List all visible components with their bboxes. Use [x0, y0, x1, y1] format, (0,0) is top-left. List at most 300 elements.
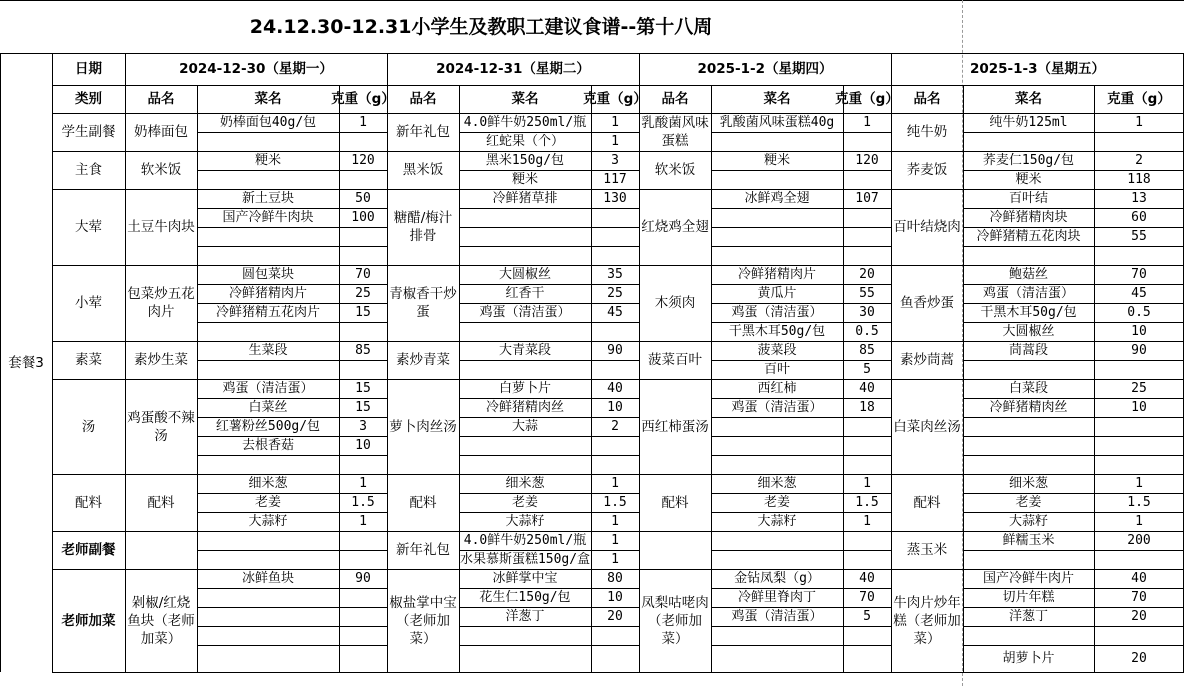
dish-name: 糖醋/梅汁排骨 — [393, 210, 453, 244]
ingredient-cell: 老姜 — [763, 494, 790, 510]
dish-name: 荞麦饭 — [906, 162, 948, 178]
grid-line — [963, 132, 1184, 133]
ingredient-cell — [713, 417, 841, 436]
grid-line — [52, 672, 1184, 673]
dish-name: 配料 — [913, 494, 941, 511]
grid-line — [197, 512, 387, 513]
grid-line — [963, 246, 1184, 247]
weight-cell: 1 — [611, 532, 619, 548]
weight-cell — [591, 436, 639, 455]
grid-line — [459, 360, 639, 361]
ingredient-cell: 西红柿 — [757, 380, 797, 396]
ingredient-cell — [199, 531, 337, 550]
ingredient-cell — [199, 645, 337, 672]
dish-name: 鱼香炒蛋 — [900, 295, 954, 311]
weight-cell: 1 — [611, 133, 619, 149]
weight-cell — [843, 208, 891, 227]
weight-cell — [339, 246, 387, 265]
ingredient-cell: 洋葱丁 — [505, 608, 545, 624]
grid-line — [197, 550, 387, 551]
grid-line — [125, 53, 126, 672]
ingredient-cell — [199, 626, 337, 645]
ingredient-cell — [713, 170, 841, 189]
ingredient-cell — [199, 227, 337, 246]
ingredient-cell — [713, 246, 841, 265]
ingredient-column-header: 菜名 — [1015, 91, 1042, 107]
weight-cell: 1 — [359, 513, 367, 529]
ingredient-cell: 百叶 — [763, 361, 790, 377]
dish-column-header: 品名 — [409, 91, 437, 107]
dish-name: 新年礼包 — [396, 124, 450, 140]
grid-line — [197, 227, 387, 228]
ingredient-cell: 切片年糕 — [1002, 589, 1055, 605]
grid-line — [387, 53, 388, 672]
weight-cell — [339, 360, 387, 379]
grid-line — [711, 455, 891, 456]
grid-line — [197, 455, 387, 456]
weight-cell: 70 — [355, 266, 371, 282]
ingredient-cell: 干黑木耳50g/包 — [728, 323, 826, 339]
dish-name: 鸡蛋酸不辣汤 — [127, 409, 195, 444]
weight-cell — [339, 588, 387, 607]
weight-cell — [339, 626, 387, 645]
dish-name: 配料 — [409, 494, 437, 511]
ingredient-cell — [713, 436, 841, 455]
weight-cell — [1094, 626, 1184, 645]
weight-cell — [843, 455, 891, 474]
ingredient-column-header: 菜名 — [511, 91, 539, 107]
grid-line — [711, 170, 891, 171]
category-label: 学生副餐 — [61, 124, 116, 140]
weight-cell — [1094, 417, 1184, 436]
ingredient-cell: 冷鲜猪精肉片 — [737, 266, 816, 282]
grid-line — [197, 493, 387, 494]
weight-column-header: 克重（g） — [835, 91, 899, 107]
weight-cell: 25 — [1131, 380, 1147, 396]
grid-line — [963, 588, 1184, 589]
grid-line — [711, 436, 891, 437]
weight-cell — [843, 417, 891, 436]
weight-column-header: 克重（g） — [1107, 91, 1171, 107]
weight-cell: 85 — [355, 342, 371, 358]
grid-line — [197, 417, 387, 418]
grid-line — [963, 493, 1184, 494]
grid-line — [197, 626, 387, 627]
ingredient-cell — [713, 208, 841, 227]
dish-name: 红烧鸡全翅 — [641, 219, 709, 235]
ingredient-cell: 鲍菇丝 — [1008, 266, 1048, 282]
ingredient-cell: 白菜丝 — [248, 399, 288, 415]
ingredient-cell: 粳米 — [763, 152, 790, 168]
weight-cell — [339, 322, 387, 341]
grid-line — [591, 85, 592, 672]
weight-cell: 70 — [1131, 589, 1147, 605]
ingredient-cell — [461, 436, 589, 455]
grid-line — [459, 322, 639, 323]
ingredient-cell: 鸡蛋（清洁蛋） — [479, 304, 571, 320]
grid-line — [711, 398, 891, 399]
grid-line — [711, 626, 891, 627]
grid-line — [459, 85, 460, 672]
grid-line — [197, 607, 387, 608]
ingredient-cell: 粳米 — [254, 152, 281, 168]
weight-cell: 3 — [611, 152, 619, 168]
day-date-header: 2024-12-30（星期一） — [179, 61, 333, 77]
weight-cell: 55 — [1131, 228, 1147, 244]
ingredient-cell: 老姜 — [254, 494, 281, 510]
ingredient-cell: 细米葱 — [505, 475, 545, 491]
weight-cell — [591, 360, 639, 379]
grid-line — [459, 170, 639, 171]
grid-line — [963, 303, 1184, 304]
weight-cell — [843, 246, 891, 265]
grid-line — [197, 85, 198, 672]
grid-line — [711, 588, 891, 589]
grid-line — [459, 607, 639, 608]
day-date-header: 2024-12-31（星期二） — [436, 61, 590, 77]
ingredient-cell: 冷鲜猪精肉片 — [228, 285, 307, 301]
grid-line — [459, 588, 639, 589]
grid-line — [963, 607, 1184, 608]
grid-line — [711, 550, 891, 551]
grid-line — [711, 208, 891, 209]
ingredient-cell: 鲜糯玉米 — [1002, 532, 1055, 548]
grid-line — [459, 493, 639, 494]
weight-cell: 1 — [1135, 475, 1143, 491]
weight-cell: 0.5 — [1127, 304, 1151, 320]
ingredient-cell — [461, 360, 589, 379]
weight-cell: 20 — [859, 266, 875, 282]
ingredient-cell: 黑米150g/包 — [485, 152, 565, 168]
dish-name: 素炒生菜 — [134, 352, 188, 368]
weight-cell — [1094, 436, 1184, 455]
dish-name: 素炒茼蒿 — [900, 352, 954, 368]
ingredient-cell: 粳米 — [511, 171, 538, 187]
weight-cell — [591, 246, 639, 265]
weight-cell: 80 — [607, 570, 623, 586]
grid-line — [197, 398, 387, 399]
grid-line — [963, 208, 1184, 209]
dish-name: 萝卜肉丝汤 — [389, 418, 457, 435]
dish-name: 乳酸菌风味蛋糕 — [641, 115, 709, 149]
weight-cell: 25 — [355, 285, 371, 301]
ingredient-cell: 鸡蛋（清洁蛋） — [982, 285, 1074, 301]
grid-line — [711, 645, 891, 646]
ingredient-cell: 冷鲜里脊肉丁 — [737, 589, 816, 605]
grid-line — [52, 85, 1184, 86]
ingredient-cell: 冷鲜猪草排 — [492, 190, 558, 206]
grid-line — [639, 53, 640, 672]
grid-line — [52, 53, 53, 672]
weight-cell: 70 — [859, 589, 875, 605]
grid-line — [711, 246, 891, 247]
ingredient-cell — [461, 208, 589, 227]
set-label: 套餐3 — [8, 354, 44, 371]
ingredient-cell — [461, 455, 589, 474]
page-title: 24.12.30-12.31小学生及教职工建议食谱--第十八周 — [249, 15, 713, 38]
ingredient-cell — [199, 588, 337, 607]
weight-cell: 120 — [855, 152, 879, 168]
grid-line — [459, 645, 639, 646]
weight-cell: 70 — [1131, 266, 1147, 282]
ingredient-cell: 洋葱丁 — [1008, 608, 1048, 624]
weight-cell: 10 — [1131, 399, 1147, 415]
weight-cell — [591, 645, 639, 672]
grid-line — [197, 132, 387, 133]
weight-cell: 1 — [863, 513, 871, 529]
ingredient-cell: 国产冷鲜牛肉片 — [982, 570, 1074, 586]
weight-cell: 107 — [855, 190, 879, 206]
weight-cell: 117 — [603, 171, 627, 187]
weight-cell — [339, 455, 387, 474]
ingredient-cell — [461, 626, 589, 645]
ingredient-cell: 新土豆块 — [241, 190, 294, 206]
weight-cell — [1094, 246, 1184, 265]
weight-cell — [1094, 550, 1184, 569]
weight-cell: 30 — [859, 304, 875, 320]
weight-cell: 85 — [859, 342, 875, 358]
grid-line — [0, 0, 1184, 1]
weight-cell: 1 — [611, 475, 619, 491]
weight-cell: 130 — [603, 190, 627, 206]
weight-cell: 1 — [359, 114, 367, 130]
ingredient-cell — [965, 626, 1092, 645]
ingredient-cell — [965, 360, 1092, 379]
ingredient-cell: 鸡蛋（清洁蛋） — [222, 380, 314, 396]
day-date-header: 2025-1-2（星期四） — [697, 61, 833, 77]
weight-cell — [843, 132, 891, 151]
weight-cell — [339, 645, 387, 672]
dish-name: 百叶结烧肉 — [893, 219, 961, 235]
weight-cell: 1 — [863, 475, 871, 491]
weight-cell: 2 — [611, 418, 619, 434]
ingredient-cell: 红蛇果（个） — [485, 133, 564, 149]
grid-line — [197, 246, 387, 247]
ingredient-cell: 粳米 — [1015, 171, 1042, 187]
grid-line — [459, 227, 639, 228]
dish-name: 椒盐掌中宝（老师加菜） — [389, 594, 457, 647]
grid-line — [711, 227, 891, 228]
grid-line — [711, 322, 891, 323]
grid-line — [197, 360, 387, 361]
ingredient-cell: 细米葱 — [248, 475, 288, 491]
weight-cell — [843, 170, 891, 189]
ingredient-cell: 红薯粉丝500g/包 — [215, 418, 321, 434]
weight-column-header: 克重（g） — [331, 91, 395, 107]
ingredient-cell: 4.0鲜牛奶250ml/瓶 — [463, 114, 587, 130]
ingredient-cell: 老姜 — [1015, 494, 1042, 510]
category-label: 老师副餐 — [61, 542, 116, 558]
ingredient-cell — [199, 246, 337, 265]
grid-line — [459, 455, 639, 456]
ingredient-cell: 干黑木耳50g/包 — [980, 304, 1077, 320]
weight-cell: 15 — [355, 304, 371, 320]
dish-name: 蒸玉米 — [906, 542, 948, 558]
ingredient-cell: 冰鲜鸡全翅 — [744, 190, 810, 206]
ingredient-cell: 大圆椒丝 — [498, 266, 551, 282]
weight-cell — [591, 208, 639, 227]
weight-cell: 40 — [859, 570, 875, 586]
ingredient-cell — [199, 132, 337, 151]
grid-line — [459, 303, 639, 304]
ingredient-cell: 红香干 — [505, 285, 545, 301]
ingredient-cell — [199, 550, 337, 569]
ingredient-cell: 细米葱 — [757, 475, 797, 491]
ingredient-cell: 大青菜段 — [498, 342, 551, 358]
weight-cell — [339, 132, 387, 151]
weight-cell: 1 — [611, 114, 619, 130]
dish-name: 西红柿蛋汤 — [641, 418, 709, 435]
ingredient-cell: 去根香菇 — [241, 437, 294, 453]
dish-name: 软米饭 — [654, 162, 696, 178]
ingredient-cell: 大圆椒丝 — [1002, 323, 1055, 339]
weight-cell: 40 — [1131, 570, 1147, 586]
ingredient-column-header: 菜名 — [254, 91, 282, 107]
weight-cell: 50 — [355, 190, 371, 206]
grid-line — [963, 322, 1184, 323]
ingredient-cell: 冷鲜猪精五花肉片 — [215, 304, 320, 320]
weight-cell: 90 — [1131, 342, 1147, 358]
weight-cell — [843, 645, 891, 672]
grid-line — [0, 53, 1, 672]
ingredient-cell — [461, 645, 589, 672]
ingredient-cell — [199, 455, 337, 474]
ingredient-cell — [713, 227, 841, 246]
ingredient-cell: 黄瓜片 — [757, 285, 797, 301]
weight-cell: 45 — [1131, 285, 1147, 301]
dish-column-header: 品名 — [913, 91, 941, 107]
grid-line — [711, 360, 891, 361]
ingredient-cell: 荞麦仁150g/包 — [982, 152, 1075, 168]
weight-column-header: 克重（g） — [583, 91, 647, 107]
ingredient-cell — [965, 550, 1092, 569]
date-label: 日期 — [75, 61, 102, 77]
ingredient-cell — [199, 360, 337, 379]
grid-line — [711, 417, 891, 418]
dish-name: 凤梨咕咾肉（老师加菜） — [641, 594, 709, 647]
weight-cell — [1094, 132, 1184, 151]
ingredient-cell: 鸡蛋（清洁蛋） — [731, 304, 823, 320]
dish-name: 纯牛奶 — [906, 124, 948, 140]
grid-line — [963, 398, 1184, 399]
grid-line — [197, 208, 387, 209]
dish-name: 土豆牛肉块 — [127, 219, 195, 235]
grid-line — [711, 607, 891, 608]
weight-cell: 200 — [1127, 532, 1151, 548]
category-label: 大荤 — [75, 219, 102, 235]
dish-name: 素炒青菜 — [396, 352, 450, 368]
ingredient-cell — [713, 626, 841, 645]
weight-cell: 1.5 — [603, 494, 627, 510]
ingredient-cell: 水果慕斯蛋糕150g/盒 — [459, 551, 591, 567]
ingredient-cell: 大蒜籽 — [505, 513, 545, 529]
ingredient-cell: 纯牛奶125ml — [989, 114, 1068, 130]
ingredient-cell — [965, 417, 1092, 436]
ingredient-cell: 冷鲜猪精肉块 — [989, 209, 1068, 225]
ingredient-cell — [713, 550, 841, 569]
ingredient-cell: 金钻凤梨（g） — [734, 570, 820, 586]
dish-name: 剁椒/红烧鱼块（老师加菜） — [127, 594, 195, 647]
grid-line — [843, 85, 844, 672]
ingredient-cell: 白菜段 — [1008, 380, 1048, 396]
weight-cell: 18 — [859, 399, 875, 415]
category-label: 配料 — [75, 494, 102, 511]
grid-line — [963, 284, 1184, 285]
ingredient-cell: 白萝卜片 — [498, 380, 551, 396]
dish-name — [639, 531, 711, 569]
ingredient-cell: 茼蒿段 — [1008, 342, 1048, 358]
ingredient-column-header: 菜名 — [763, 91, 791, 107]
dish-name: 配料 — [661, 494, 689, 511]
ingredient-cell: 国产冷鲜牛肉块 — [222, 209, 314, 225]
weight-cell: 55 — [859, 285, 875, 301]
weight-cell: 1 — [863, 114, 871, 130]
ingredient-cell — [461, 227, 589, 246]
weight-cell: 5 — [863, 608, 871, 624]
ingredient-cell: 大蒜籽 — [248, 513, 288, 529]
weight-cell: 20 — [1131, 650, 1147, 666]
weight-cell: 1 — [359, 475, 367, 491]
grid-line — [711, 85, 712, 672]
weight-cell: 45 — [607, 304, 623, 320]
dish-name: 牛肉片炒年糕（老师加菜） — [893, 594, 961, 647]
dish-name: 黑米饭 — [402, 162, 444, 178]
weight-cell — [1094, 455, 1184, 474]
ingredient-cell — [965, 455, 1092, 474]
dish-name — [125, 531, 197, 569]
dish-name: 新年礼包 — [396, 542, 450, 558]
ingredient-cell: 细米葱 — [1008, 475, 1048, 491]
weight-cell — [591, 322, 639, 341]
ingredient-cell — [199, 607, 337, 626]
weight-cell: 1 — [1135, 114, 1143, 130]
weight-cell: 40 — [607, 380, 623, 396]
ingredient-cell: 生菜段 — [248, 342, 288, 358]
dish-name: 奶棒面包 — [134, 124, 188, 140]
grid-line — [711, 512, 891, 513]
grid-line — [711, 284, 891, 285]
ingredient-cell: 百叶结 — [1008, 190, 1048, 206]
grid-line — [1094, 85, 1095, 672]
category-label: 汤 — [81, 418, 96, 435]
ingredient-cell: 大蒜籽 — [1008, 513, 1048, 529]
grid-line — [197, 284, 387, 285]
weight-cell: 15 — [355, 399, 371, 415]
ingredient-cell: 花生仁150g/包 — [479, 589, 571, 605]
dish-name: 木须肉 — [654, 295, 696, 311]
grid-line — [963, 455, 1184, 456]
grid-line — [459, 284, 639, 285]
dish-name: 青椒香干炒蛋 — [389, 286, 457, 320]
category-label: 老师加菜 — [61, 612, 116, 629]
ingredient-cell: 冰鲜掌中宝 — [492, 570, 558, 586]
grid-line — [197, 588, 387, 589]
dish-column-header: 品名 — [661, 91, 689, 107]
weight-cell: 1 — [611, 551, 619, 567]
weight-cell: 5 — [863, 361, 871, 377]
weight-cell: 1.5 — [855, 494, 879, 510]
ingredient-cell: 大蒜 — [511, 418, 538, 434]
grid-line — [197, 322, 387, 323]
weight-cell: 13 — [1131, 190, 1147, 206]
weight-cell: 1.5 — [1127, 494, 1151, 510]
dish-column-header: 品名 — [147, 91, 175, 107]
dish-name: 包菜炒五花肉片 — [127, 286, 195, 320]
weight-cell — [591, 227, 639, 246]
ingredient-cell — [199, 170, 337, 189]
weight-cell — [591, 455, 639, 474]
weight-cell: 90 — [607, 342, 623, 358]
